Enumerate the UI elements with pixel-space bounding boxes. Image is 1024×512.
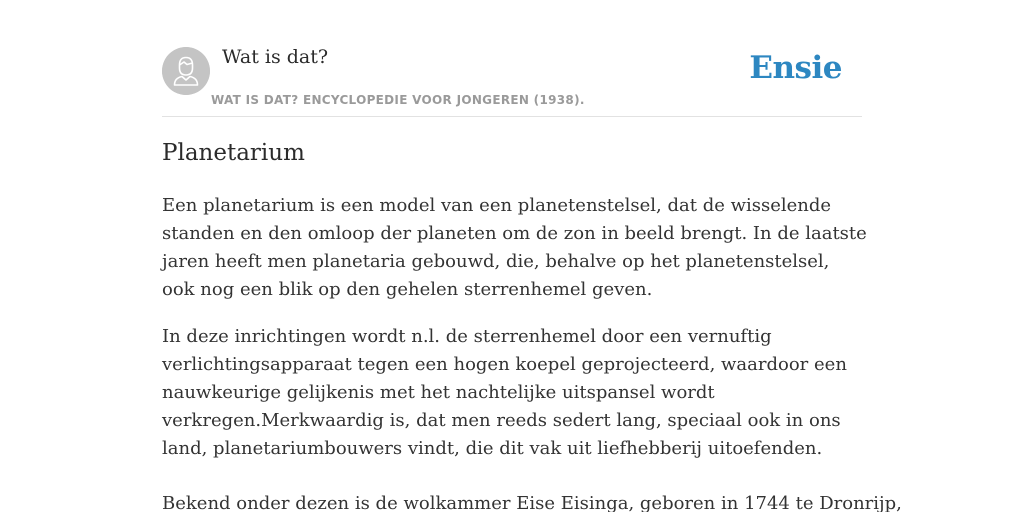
- user-icon: [162, 47, 210, 95]
- source-subtitle[interactable]: WAT IS DAT? ENCYCLOPEDIE VOOR JONGEREN (1938).: [211, 93, 585, 107]
- article-title: Planetarium: [162, 140, 305, 166]
- source-header: [162, 0, 862, 117]
- article-paragraph: Bekend onder dezen is de wolkammer Eise Eisinga, geboren in 1744 te Dronrijp,: [162, 493, 902, 512]
- article-paragraph: Een planetarium is een model van een planetenstelsel, dat de wisselende standen en den omloop der planeten om de zon in beeld brengt. In de laatste jaren heeft men planetaria gebouwd, die, behalve op het planetenstelsel, ook nog een blik op den gehelen sterrenhemel geven.: [162, 195, 867, 300]
- ensie-logo[interactable]: Ensie: [749, 50, 842, 86]
- source-avatar[interactable]: [162, 47, 210, 95]
- source-title[interactable]: Wat is dat?: [222, 46, 329, 68]
- article-paragraph: In deze inrichtingen wordt n.l. de sterrenhemel door een vernuftig verlichtingsapparaat tegen een hogen koepel geprojecteerd, waardoor een nauwkeurige gelijkenis met het nachtelijke uitspansel wordt verkregen.Merkwaardig is, dat men reeds sedert lang, speciaal ook in ons land, planetariumbouwers vindt, die dit vak uit liefhebberij uitoefenden.: [162, 326, 847, 459]
- page-container: [162, 0, 902, 512]
